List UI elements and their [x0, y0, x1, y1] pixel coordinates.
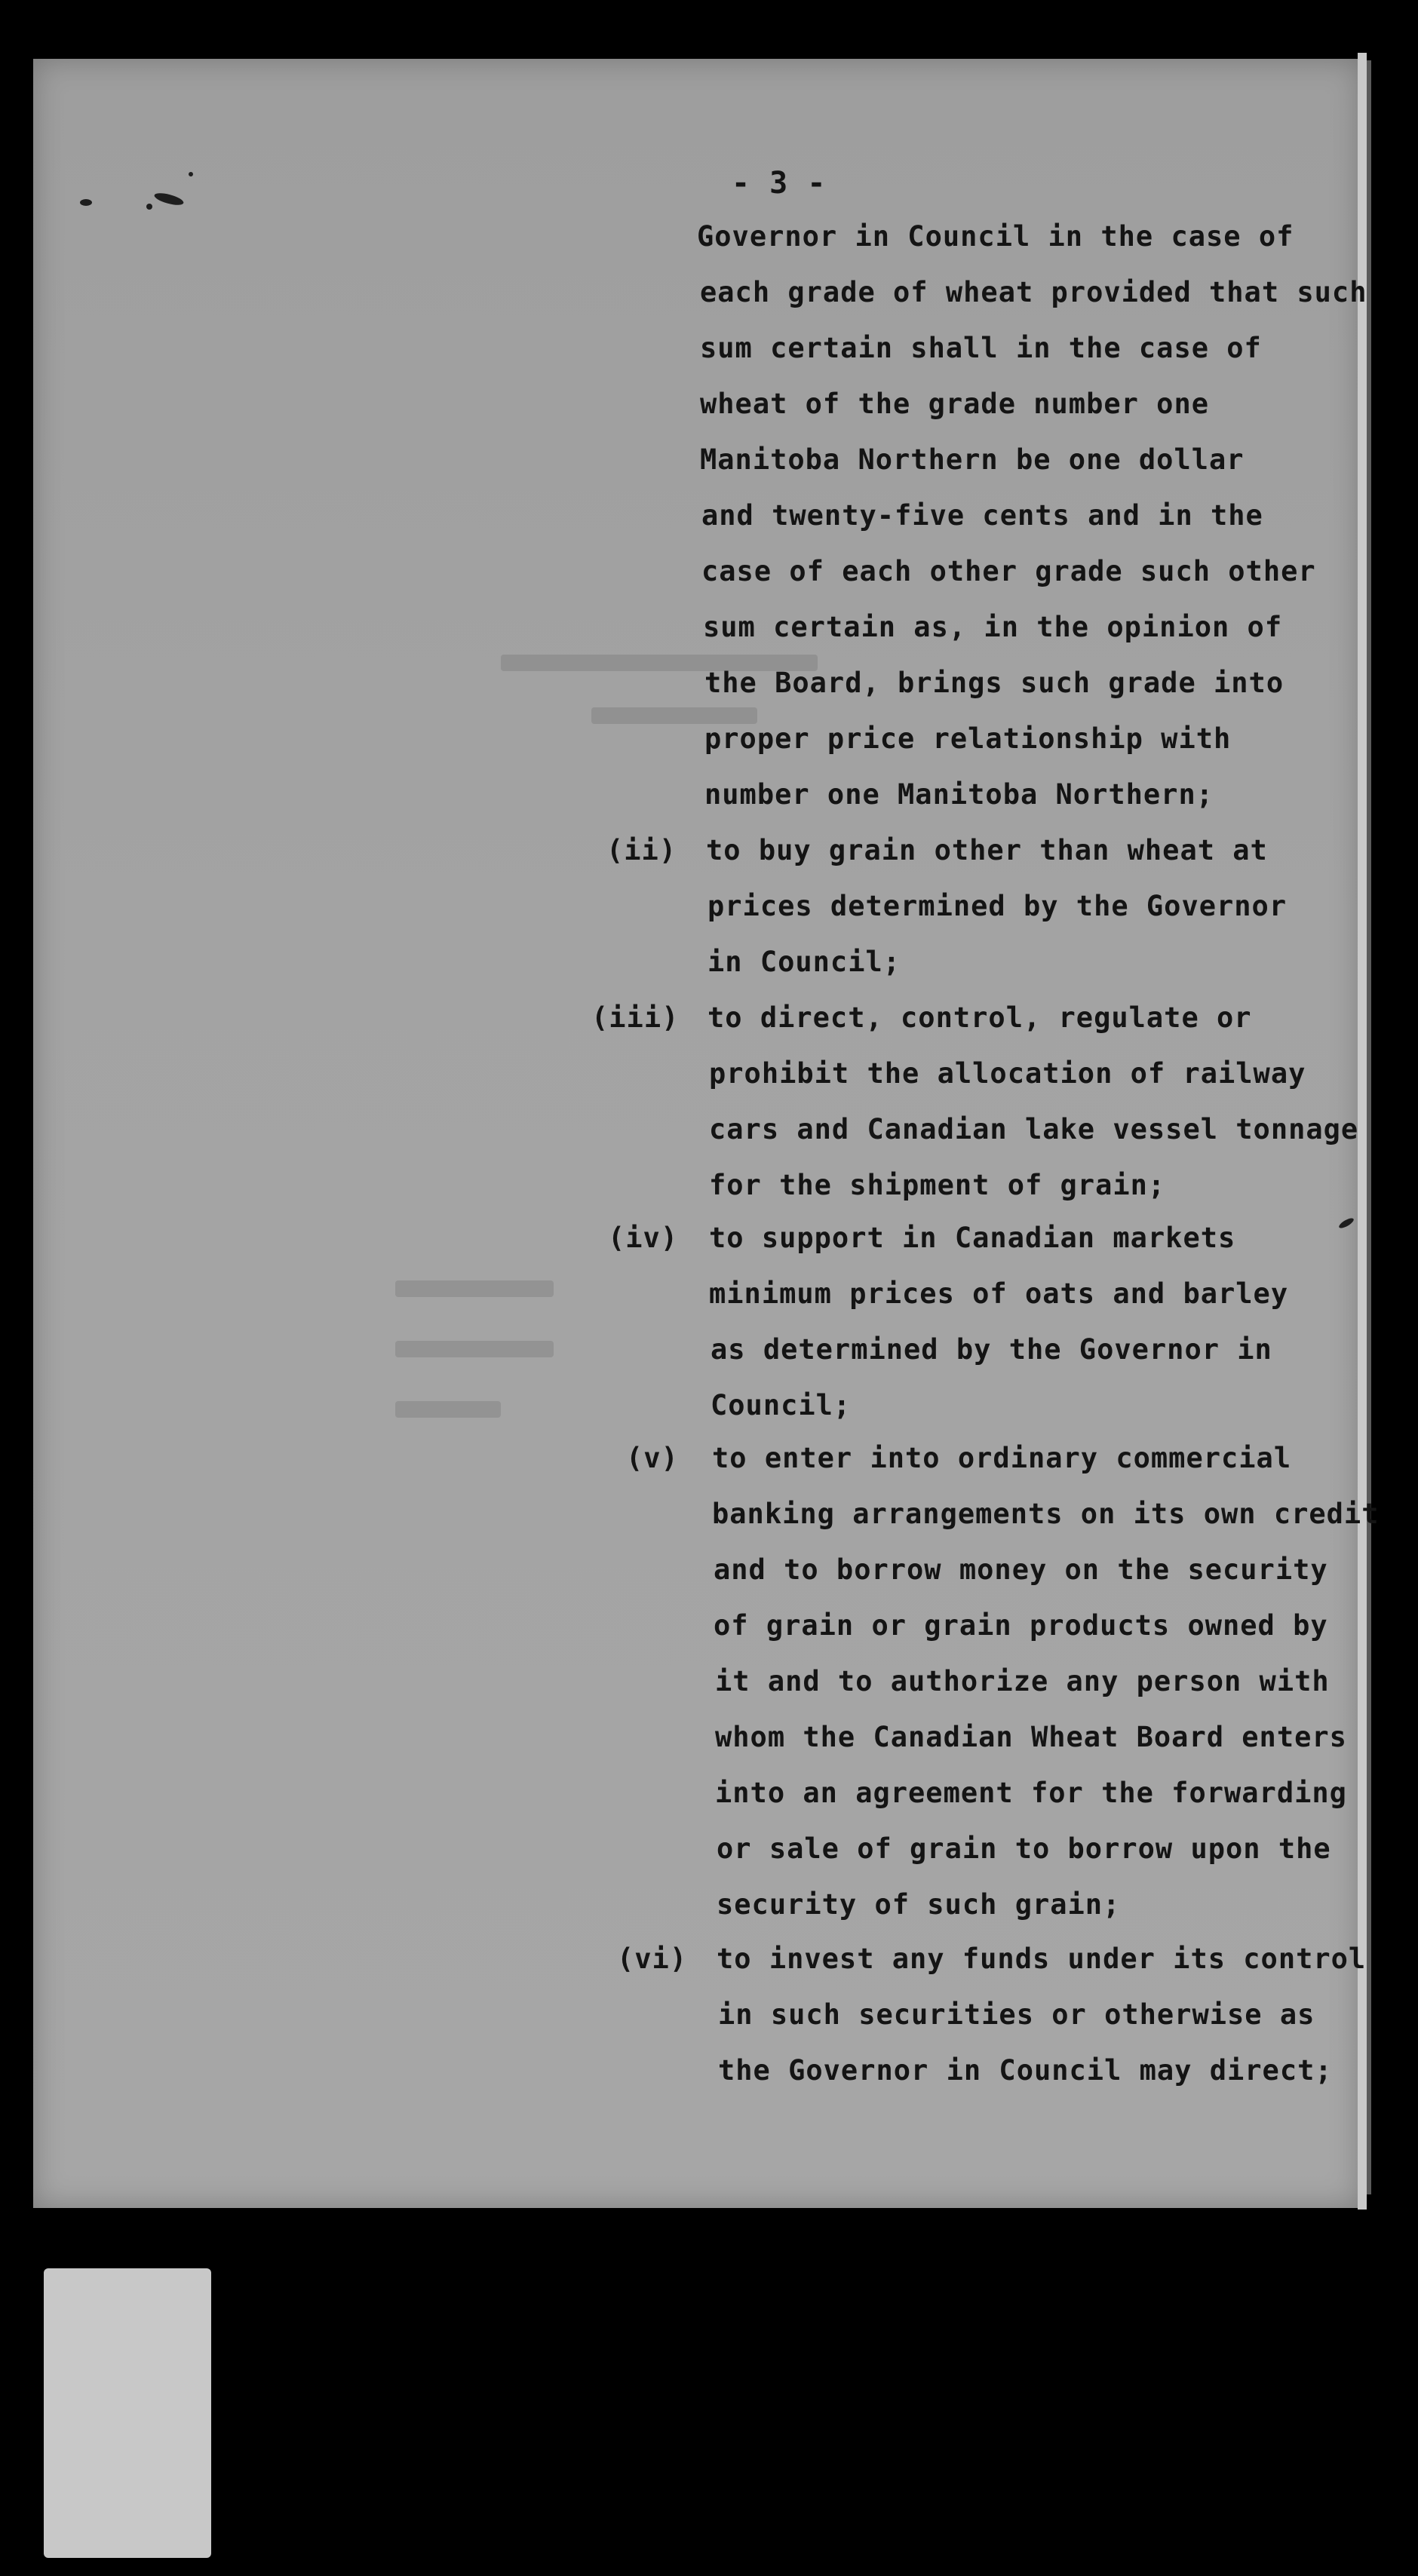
- text-line: the Governor in Council may direct;: [718, 2054, 1333, 2087]
- text-line: and twenty-five cents and in the: [701, 499, 1263, 532]
- text-line: the Board, brings such grade into: [704, 667, 1284, 699]
- paper-slip: [44, 2268, 211, 2558]
- ink-smudge: [146, 204, 152, 210]
- clause-label: (v): [626, 1442, 679, 1474]
- text-line: security of such grain;: [717, 1888, 1121, 1921]
- page-edge-shadow: [1367, 60, 1371, 2194]
- ink-smudge: [80, 199, 92, 206]
- ink-smudge: [189, 172, 193, 176]
- text-line: to support in Canadian markets: [709, 1222, 1236, 1254]
- text-line: to direct, control, regulate or: [707, 1001, 1252, 1034]
- text-line: in such securities or otherwise as: [718, 1998, 1315, 2031]
- text-line: prohibit the allocation of railway: [709, 1057, 1306, 1090]
- bleed-through-mark: [395, 1341, 554, 1357]
- text-line: minimum prices of oats and barley: [709, 1277, 1289, 1310]
- page-edge: [1358, 53, 1367, 2210]
- text-line: as determined by the Governor in: [711, 1333, 1272, 1366]
- text-line: case of each other grade such other: [701, 555, 1316, 587]
- text-line: sum certain as, in the opinion of: [703, 611, 1283, 643]
- page-number: - 3 -: [732, 166, 827, 201]
- text-line: in Council;: [707, 946, 901, 978]
- text-line: it and to authorize any person with: [715, 1665, 1330, 1697]
- text-line: whom the Canadian Wheat Board enters: [715, 1721, 1347, 1753]
- text-line: into an agreement for the forwarding: [715, 1777, 1347, 1809]
- text-line: Governor in Council in the case of: [697, 220, 1294, 253]
- text-line: of grain or grain products owned by: [714, 1609, 1328, 1642]
- clause-label: (vi): [617, 1943, 688, 1975]
- text-line: to enter into ordinary commercial: [712, 1442, 1292, 1474]
- text-line: Manitoba Northern be one dollar: [700, 443, 1245, 476]
- text-line: prices determined by the Governor: [707, 890, 1288, 922]
- text-line: cars and Canadian lake vessel tonnage: [709, 1113, 1359, 1145]
- clause-label: (ii): [606, 834, 677, 866]
- text-line: and to borrow money on the security: [714, 1553, 1328, 1586]
- text-line: each grade of wheat provided that such: [700, 276, 1367, 308]
- text-line: to invest any funds under its control: [717, 1943, 1367, 1975]
- bleed-through-mark: [395, 1280, 554, 1297]
- text-line: sum certain shall in the case of: [700, 332, 1262, 364]
- text-line: proper price relationship with: [704, 722, 1232, 755]
- text-line: banking arrangements on its own credit: [712, 1498, 1380, 1530]
- ink-smudge: [1337, 1216, 1355, 1230]
- bleed-through-mark: [591, 707, 757, 724]
- text-line: to buy grain other than wheat at: [706, 834, 1268, 866]
- clause-label: (iii): [591, 1001, 680, 1034]
- clause-label: (iv): [608, 1222, 679, 1254]
- text-line: for the shipment of grain;: [709, 1169, 1166, 1201]
- text-line: or sale of grain to borrow upon the: [717, 1832, 1331, 1865]
- bleed-through-mark: [395, 1401, 501, 1418]
- ink-smudge: [153, 191, 185, 207]
- text-line: wheat of the grade number one: [700, 388, 1210, 420]
- text-line: Council;: [711, 1389, 852, 1421]
- text-line: number one Manitoba Northern;: [704, 778, 1214, 811]
